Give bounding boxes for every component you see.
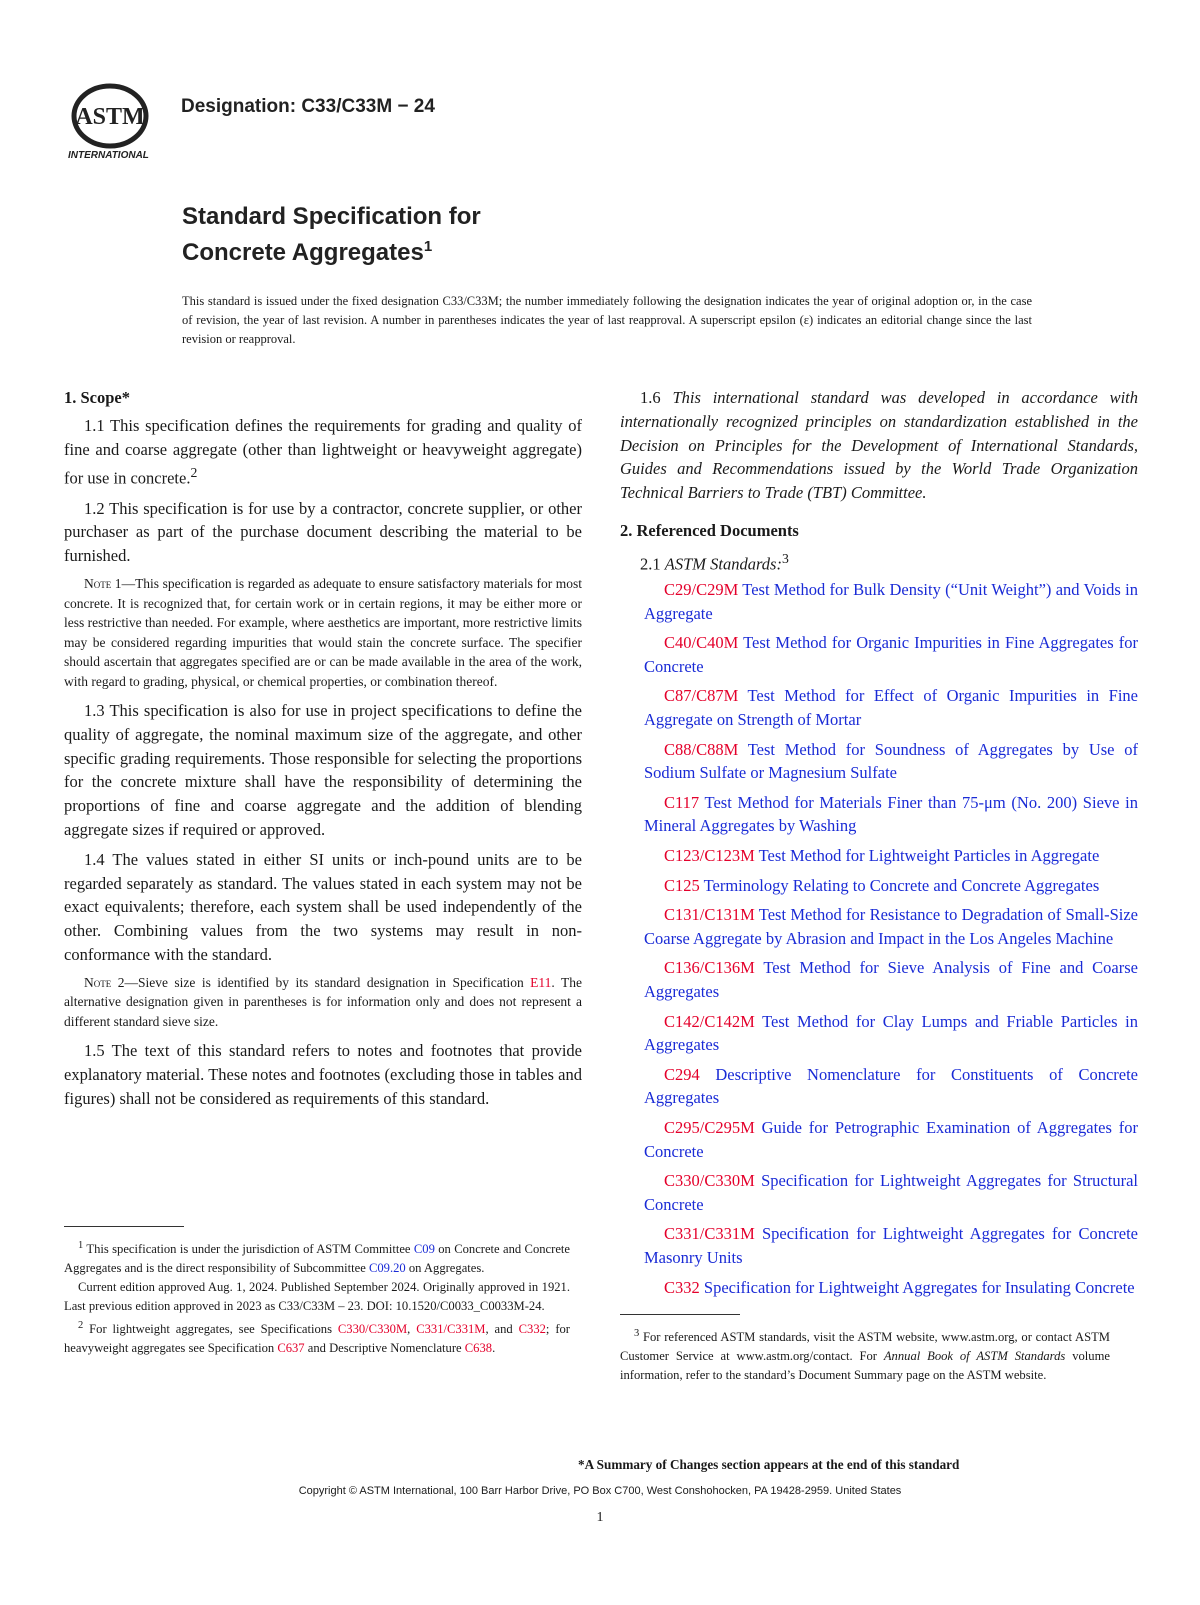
reference-item (624, 578, 1138, 625)
reference-code-link[interactable]: C330/C330M (664, 1171, 755, 1191)
reference-code-link[interactable]: C40/C40M (664, 633, 739, 653)
footnote-2-marker: 2 (190, 465, 198, 481)
footnote-2-num: 2 (78, 1320, 84, 1332)
astm-standards-text: ASTM Standards: (664, 554, 782, 574)
reference-item (624, 956, 1138, 1003)
referenced-documents-heading: 2. Referenced Documents (620, 520, 799, 540)
reference-code-link[interactable]: C125 (664, 875, 700, 895)
reference-item (624, 874, 1138, 898)
reference-title-link[interactable]: Test Method for Effect of Organic Impurities in Fine Aggregate on Strength of Mortar (644, 686, 1138, 730)
reference-code-link[interactable]: C123/C123M (664, 846, 755, 866)
reference-title-link[interactable]: Test Method for Resistance to Degradation of Small-Size Coarse Aggregate by Abrasion and Impact in the Los Angeles Machine (644, 905, 1138, 948)
para-1-6-text: This international standard was developed in accordance with internationally recognized principles on standardization established in the Decision on Principles for the Development of International Standards, Guides and Recommendations issued by the World Trade Organization Technical Barriers to Trade (TBT) Committee. (620, 388, 1139, 503)
reference-item (624, 844, 1138, 868)
para-1-2: 1.2 This specification is for use by a contractor, concrete supplier, or other purchaser as part of the purchase document describing the material to be furnished. (64, 498, 582, 566)
para-1-4: 1.4 The values stated in either SI units or inch-pound units are to be regarded separately as standard. The values stated in each system may not be exact equivalents; therefore, each system shall be used independently of the other. Combining values from the two systems may result in non-conformance with the standard. (64, 849, 582, 965)
reference-title-link[interactable]: Test Method for Clay Lumps and Friable Particles in Aggregates (644, 1011, 1138, 1055)
footnote-2 (64, 1316, 570, 1358)
footnote-2-text-d: . (492, 1341, 496, 1356)
footnote-2-sep-2: , and (485, 1322, 519, 1337)
reference-title-link[interactable]: Test Method for Organic Impurities in Fine Aggregates for Concrete (644, 633, 1138, 676)
reference-title-link[interactable]: Terminology Relating to Concrete and Concrete Aggregates (699, 875, 1100, 895)
footnote-1-text-a: This specification is under the jurisdiction of ASTM Committee (83, 1242, 414, 1257)
reference-title-link[interactable]: Specification for Lightweight Aggregates for Structural Concrete (644, 1171, 1138, 1214)
footnote-1-num: 1 (78, 1240, 84, 1251)
title-line-1: Standard Specification for (182, 203, 481, 230)
footnote-3-num: 3 (634, 1328, 640, 1339)
left-column (64, 386, 582, 1117)
footnote-2-text-b: ; for heavyweight aggregates see Specification (64, 1322, 570, 1356)
reference-item (624, 1116, 1138, 1163)
para-1-5: 1.5 The text of this standard refers to notes and footnotes that provide explanatory material. These notes and footnotes (excluding those in tables and figures) shall not be considered as requirements of this standard. (64, 1041, 582, 1108)
reference-item (624, 684, 1138, 731)
title-line-2 (182, 232, 481, 268)
copyright: Copyright © ASTM International, 100 Barr Harbor Drive, PO Box C700, West Conshohocken, PA 19428-2959. United States (298, 1485, 902, 1497)
footnote-2-text-a: For lightweight aggregates, see Specifications (83, 1322, 338, 1337)
link-c09-20[interactable]: C09.20 (368, 1261, 406, 1276)
title-footnote-marker: 1 (423, 238, 433, 255)
page-title (182, 202, 481, 268)
note-1-label: Note 1 (84, 576, 122, 592)
reference-title-link[interactable]: Guide for Petrographic Examination of Aggregates for Concrete (644, 1117, 1138, 1161)
footnote-3 (620, 1324, 1110, 1385)
reference-code-link[interactable]: C117 (664, 792, 700, 812)
reference-code-link[interactable]: C294 (664, 1064, 700, 1084)
link-c332[interactable]: C332 (518, 1322, 546, 1337)
note-1 (64, 574, 582, 691)
reference-code-link[interactable]: C87/C87M (664, 686, 739, 706)
reference-list (624, 578, 1138, 1299)
reference-title-link[interactable]: Specification for Lightweight Aggregates for Concrete Masonry Units (644, 1224, 1138, 1267)
link-c638[interactable]: C638 (464, 1341, 493, 1356)
reference-code-link[interactable]: C295/C295M (664, 1117, 755, 1137)
link-c09[interactable]: C09 (413, 1242, 435, 1257)
footnotes-left (64, 1236, 570, 1358)
footnote-2-text-c: and Descriptive Nomenclature (304, 1341, 465, 1356)
logo-subtext: INTERNATIONAL (68, 150, 149, 161)
reference-code-link[interactable]: C142/C142M (664, 1011, 755, 1031)
link-c331[interactable]: C331/C331M (416, 1322, 486, 1337)
reference-item (624, 1276, 1138, 1300)
reference-title-link[interactable]: Descriptive Nomenclature for Constituents of Concrete Aggregates (644, 1064, 1138, 1108)
reference-title-link[interactable]: Test Method for Lightweight Particles in Aggregate (754, 846, 1100, 866)
reference-item (624, 791, 1138, 838)
astm-standards-label (620, 547, 1138, 576)
reference-code-link[interactable]: C131/C131M (664, 905, 755, 925)
footnote-3-italic: Annual Book of ASTM Standards (883, 1349, 1066, 1364)
issue-note: This standard is issued under the fixed designation C33/C33M; the number immediately following the designation indicates the year of original adoption or, in the case of revision, the year of last revision. A number in parentheses indicates the year of last reapproval. A superscript epsilon (ε) indicates an editorial change since the last revision or reapproval. (182, 294, 1032, 346)
footnote-2-sep-1: , (407, 1322, 417, 1337)
note-2-label: Note 2 (84, 974, 125, 990)
note-1-text: —This specification is regarded as adequate to ensure satisfactory materials for most concrete. It is recognized that, for certain work or in certain regions, it may be either more or less restrictive than needed. For example, where aesthetics are important, more restrictive limits may be considered regarding impurities that would stain the concrete surface. The specifier should ascertain that aggregates specified are or can be made available in the area of the work, with regard to grading, physical, or chemical properties, or combination thereof. (64, 576, 583, 689)
footnote-divider-left (64, 1226, 184, 1227)
footnotes-right (620, 1324, 1110, 1385)
reference-title-link[interactable]: Test Method for Sieve Analysis of Fine and Coarse Aggregates (644, 958, 1138, 1001)
right-column (620, 386, 1138, 1305)
footnote-1-text-b: on Concrete and Concrete Aggregates and is the direct responsibility of Subcommittee (64, 1242, 570, 1276)
reference-item (624, 1010, 1138, 1057)
reference-code-link[interactable]: C331/C331M (664, 1224, 755, 1244)
astm-logo (60, 78, 172, 164)
link-c330[interactable]: C330/C330M (337, 1322, 408, 1337)
scope-heading: 1. Scope* (64, 388, 130, 407)
reference-code-link[interactable]: C29/C29M (664, 580, 739, 600)
reference-code-link[interactable]: C332 (664, 1277, 700, 1297)
page-number: 1 (596, 1510, 604, 1525)
footnote-1-edition: Current edition approved Aug. 1, 2024. Published September 2024. Originally approved in 1921. Last previous edition approved in 2023 as C33/C33M – 23. DOI: 10.1520/C0033_C0033M-24. (64, 1280, 570, 1314)
title-line-2-text: Concrete Aggregates (182, 239, 424, 266)
para-1-1 (64, 414, 582, 491)
reference-item (624, 631, 1138, 678)
reference-title-link[interactable]: Test Method for Materials Finer than 75-μm (No. 200) Sieve in Mineral Aggregates by Washing (644, 792, 1138, 836)
reference-title-link[interactable]: Test Method for Bulk Density (“Unit Weight”) and Voids in Aggregate (644, 580, 1138, 623)
footnote-3-marker: 3 (781, 550, 789, 566)
footnote-3-text-b: volume information, refer to the standard’s Document Summary page on the ASTM website. (620, 1349, 1110, 1383)
para-1-3: 1.3 This specification is also for use in project specifications to define the quality of aggregate, the nominal maximum size of the aggregate, and other specific grading requirements. Those responsible for selecting the proportions for the concrete mixture shall have the responsibility of determining the proportions of fine and coarse aggregate and the addition of blending aggregate sizes if required or approved. (64, 701, 582, 840)
note-2 (64, 973, 582, 1032)
reference-item (624, 1222, 1138, 1269)
reference-code-link[interactable]: C88/C88M (664, 739, 739, 759)
reference-item (624, 738, 1138, 785)
reference-title-link[interactable]: Specification for Lightweight Aggregates for Insulating Concrete (699, 1277, 1135, 1297)
para-1-6-num: 1.6 (640, 388, 673, 407)
footnote-1-text-c: on Aggregates. (405, 1261, 485, 1276)
reference-item (624, 903, 1138, 950)
note-2-after: . The alternative designation given in parentheses is for information only and does not represent a different standard sieve size. (64, 974, 582, 1029)
summary-of-changes-note: *A Summary of Changes section appears at the end of this standard (578, 1457, 960, 1472)
logo-text: ASTM (75, 104, 145, 130)
footnote-divider-right (620, 1314, 740, 1315)
reference-item (624, 1063, 1138, 1110)
reference-title-link[interactable]: Test Method for Soundness of Aggregates by Use of Sodium Sulfate or Magnesium Sulfate (644, 739, 1138, 783)
designation: Designation: C33/C33M − 24 (181, 96, 435, 117)
para-1-1-text: 1.1 This specification defines the requirements for grading and quality of fine and coarse aggregate (other than lightweight or heavyweight aggregate) for use in concrete. (64, 415, 582, 488)
note-2-before: —Sieve size is identified by its standard designation in Specification (124, 974, 531, 990)
reference-code-link[interactable]: C136/C136M (664, 958, 755, 978)
link-c637[interactable]: C637 (277, 1341, 305, 1356)
footnote-1 (64, 1236, 570, 1278)
reference-item (624, 1169, 1138, 1216)
link-e11[interactable]: E11 (530, 974, 552, 990)
para-1-6 (620, 386, 1138, 505)
astm-standards-num: 2.1 (640, 554, 665, 574)
footnote-3-text-a: For referenced ASTM standards, visit the ASTM website, www.astm.org, or contact ASTM Customer Service at www.astm.org/contact. For (620, 1330, 1110, 1364)
